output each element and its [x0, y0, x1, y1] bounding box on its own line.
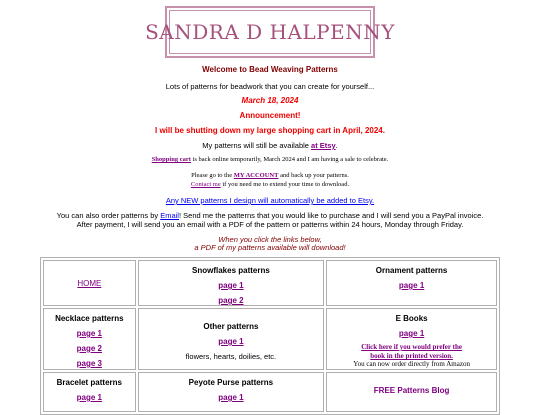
ornament-page-1-link[interactable]: page 1 — [398, 281, 425, 290]
free-patterns-blog-link[interactable]: FREE Patterns Blog — [373, 386, 450, 395]
ebooks-page-1-link[interactable]: page 1 — [398, 329, 425, 338]
my-account-link[interactable]: MY ACCOUNT — [233, 172, 279, 179]
announcement-date: March 18, 2024 — [241, 96, 299, 105]
welcome-heading: Welcome to Bead Weaving Patterns — [202, 65, 338, 74]
table-row — [43, 308, 497, 370]
table-row — [43, 260, 497, 306]
cart-text: is back online temporarily, March 2024 and I am having a sale to celebrate. — [190, 156, 389, 163]
ornament-cell — [326, 260, 497, 306]
bracelet-cell — [43, 372, 136, 412]
peyote-title: Peyote Purse patterns — [188, 378, 274, 387]
other-cell — [138, 308, 325, 370]
blog-cell — [326, 372, 497, 412]
other-title: Other patterns — [203, 322, 259, 331]
necklace-title: Necklace patterns — [55, 314, 124, 323]
other-page-1-link[interactable]: page 1 — [218, 337, 244, 346]
necklace-cell — [43, 308, 136, 370]
account-line — [0, 172, 540, 179]
snowflakes-cell — [138, 260, 325, 306]
new-patterns-etsy-link[interactable]: Any NEW patterns I design will automatically be added to Etsy. — [165, 196, 375, 205]
etsy-pre-text: My patterns will still be available — [202, 141, 312, 150]
etsy-post-text: . — [335, 141, 338, 150]
etsy-line — [0, 141, 540, 150]
ornament-title: Ornament patterns — [375, 266, 448, 275]
account-post-text: and back up your patterns. — [278, 172, 349, 179]
tagline: Lots of patterns for beadwork that you can create for yourself... — [165, 82, 375, 91]
ebooks-cell — [326, 308, 497, 370]
other-description: flowers, hearts, doilies, etc. — [185, 352, 277, 361]
printed-book-link-line-2[interactable]: book in the printed version. — [370, 352, 453, 360]
necklace-page-3-link[interactable]: page 3 — [76, 359, 102, 368]
snowflakes-page-2-link[interactable]: page 2 — [218, 296, 244, 305]
cart-line — [0, 156, 540, 163]
necklace-page-2-link[interactable]: page 2 — [76, 344, 102, 353]
download-hint-1: When you click the links below, — [218, 235, 322, 244]
amazon-note: You can now order directly from Amazon — [353, 360, 470, 368]
order-line-1 — [0, 211, 540, 220]
account-pre-text: Please go to the — [191, 172, 234, 179]
patterns-table — [40, 257, 500, 415]
snowflakes-page-1-link[interactable]: page 1 — [218, 281, 244, 290]
download-hint-2: a PDF of my patterns available will download! — [194, 243, 346, 252]
etsy-link[interactable]: at Etsy — [311, 141, 336, 150]
table-row — [43, 372, 497, 412]
new-patterns-line — [0, 196, 540, 205]
order-post-text: ! Send me the patterns that you would like to purchase and I will send you a PayPal invoice. — [178, 211, 484, 220]
shutdown-notice: I will be shutting down my large shopping cart in April, 2024. — [155, 126, 385, 135]
home-link[interactable]: HOME — [77, 278, 102, 288]
order-pre-text: You can also order patterns by — [56, 211, 161, 220]
site-logo — [145, 6, 395, 58]
ebooks-title: E Books — [395, 314, 428, 323]
bracelet-title: Bracelet patterns — [56, 378, 122, 387]
shopping-cart-link[interactable]: Shopping cart — [151, 156, 191, 163]
logo-inner-border — [145, 10, 395, 54]
contact-line — [0, 181, 540, 188]
snowflakes-title: Snowflakes patterns — [192, 266, 270, 275]
order-line-2: After payment, I will send you an email with a PDF of the pattern or patterns within 24 hours, Monday through Friday. — [76, 220, 464, 229]
contact-me-link[interactable]: Contact me — [190, 181, 221, 188]
peyote-page-1-link[interactable]: page 1 — [218, 393, 244, 402]
necklace-page-1-link[interactable]: page 1 — [76, 329, 102, 338]
announcement-heading: Announcement! — [239, 111, 301, 120]
logo-text: SANDRA D HALPENNY — [145, 20, 395, 44]
peyote-cell — [138, 372, 325, 412]
home-cell — [43, 260, 136, 306]
email-link[interactable]: Email — [160, 211, 179, 220]
bracelet-page-1-link[interactable]: page 1 — [76, 393, 102, 402]
contact-post-text: if you need me to extend your time to download. — [220, 181, 350, 188]
printed-book-link-line-1[interactable]: Click here if you would prefer the — [361, 343, 462, 351]
